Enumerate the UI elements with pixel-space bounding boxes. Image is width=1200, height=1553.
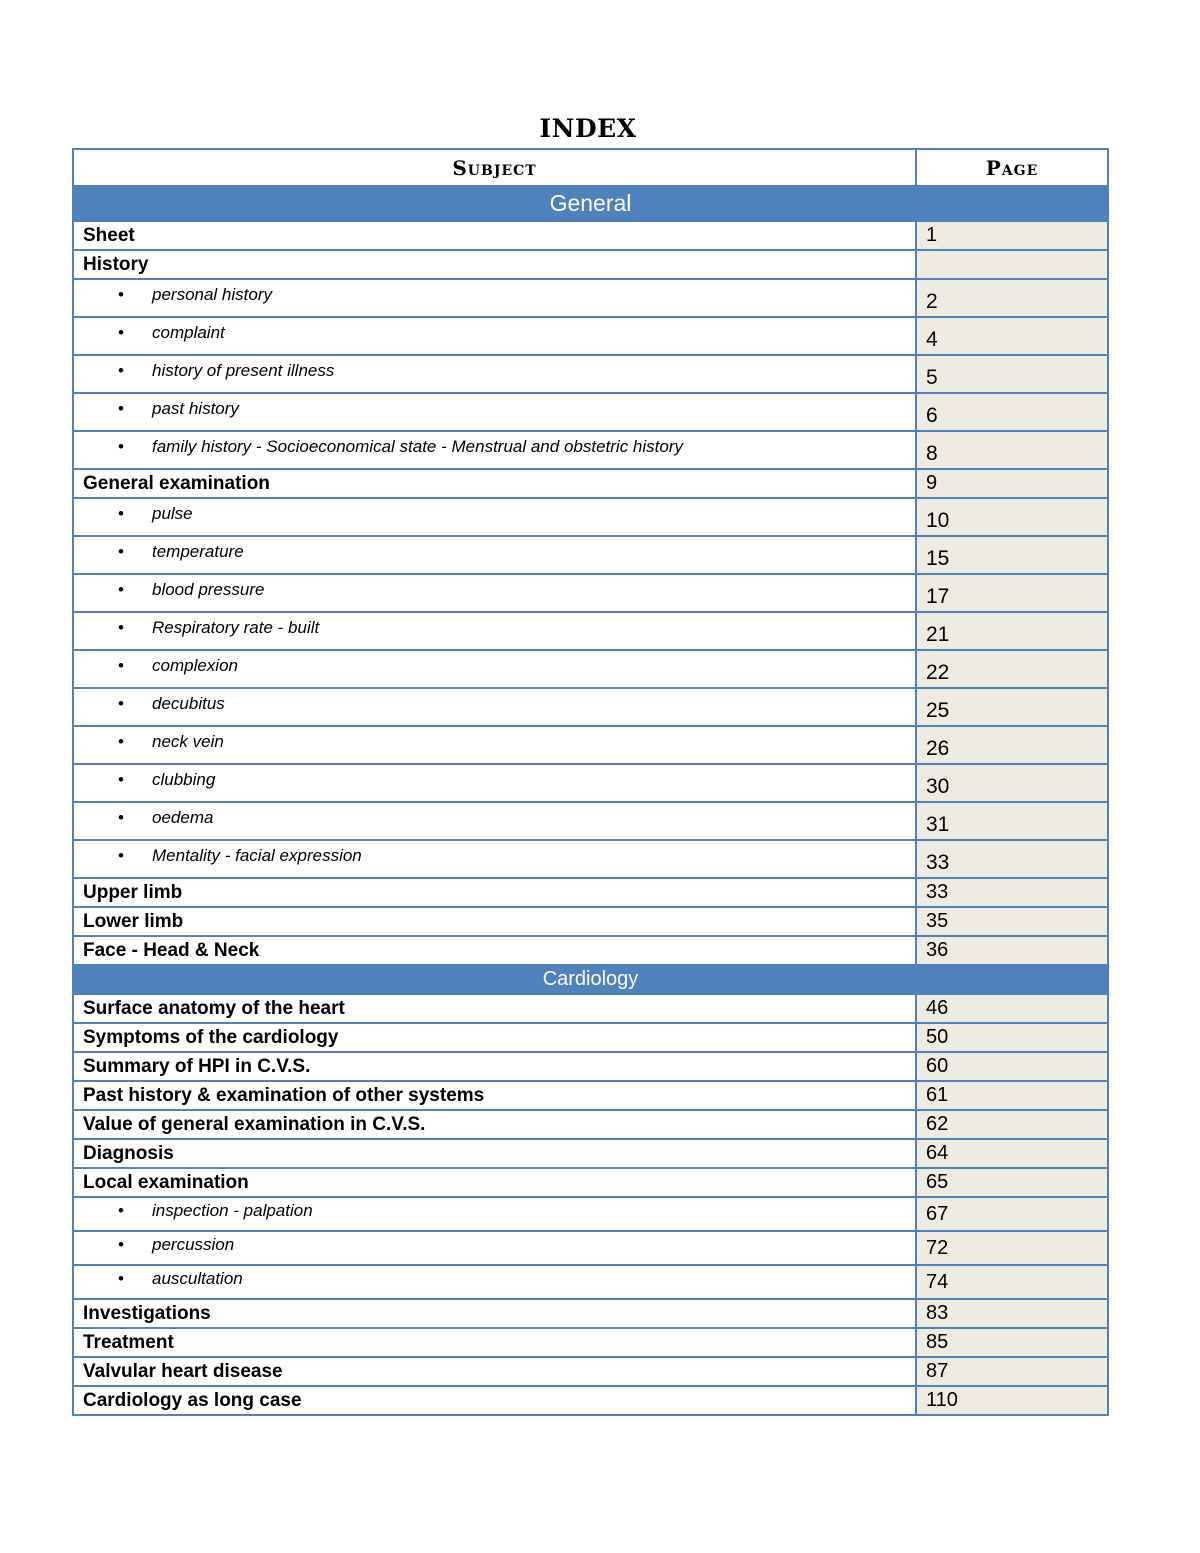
index-entry-row (73, 1357, 1108, 1386)
entry-page-number: 87 (916, 1357, 1108, 1386)
entry-page-number: 72 (916, 1231, 1108, 1265)
index-table (72, 148, 1109, 1416)
index-entry-row (73, 221, 1108, 250)
index-subentry-row (73, 802, 1108, 840)
entry-subject: History (73, 250, 916, 279)
entry-page-number: 62 (916, 1110, 1108, 1139)
entry-page-number: 9 (916, 469, 1108, 498)
index-entry-row (73, 1328, 1108, 1357)
subentry-subject (73, 650, 916, 688)
index-subentry-row (73, 1231, 1108, 1265)
index-subentry-row (73, 431, 1108, 469)
entry-page-number: 26 (916, 726, 1108, 764)
entry-page-number: 61 (916, 1081, 1108, 1110)
index-subentry-row (73, 650, 1108, 688)
bullet-icon: • (118, 361, 124, 380)
entry-page-number: 33 (916, 840, 1108, 878)
entry-subject: Local examination (73, 1168, 916, 1197)
entry-page-number: 6 (916, 393, 1108, 431)
subentry-label: history of present illness (152, 361, 335, 380)
subentry-subject (73, 355, 916, 393)
subentry-label: neck vein (152, 732, 224, 751)
section-header-row (73, 965, 1108, 994)
bullet-icon: • (118, 437, 124, 456)
bullet-icon: • (118, 732, 124, 751)
index-entry-row (73, 878, 1108, 907)
entry-page-number: 60 (916, 1052, 1108, 1081)
entry-page-number: 2 (916, 279, 1108, 317)
index-entry-row (73, 1023, 1108, 1052)
entry-page-number: 36 (916, 936, 1108, 965)
subentry-label: blood pressure (152, 580, 265, 599)
subentry-label: personal history (152, 285, 273, 304)
index-subentry-row (73, 393, 1108, 431)
entry-subject: Summary of HPI in C.V.S. (73, 1052, 916, 1081)
index-subentry-row (73, 840, 1108, 878)
page-title: INDEX (539, 114, 637, 143)
index-subentry-row (73, 317, 1108, 355)
bullet-icon: • (118, 846, 124, 865)
subentry-label: past history (152, 399, 239, 418)
subentry-label: pulse (152, 504, 193, 523)
bullet-icon: • (118, 656, 124, 675)
entry-page-number: 67 (916, 1197, 1108, 1231)
index-subentry-row (73, 536, 1108, 574)
table-header-row (73, 149, 1108, 186)
bullet-icon: • (118, 323, 124, 342)
index-entry-row (73, 469, 1108, 498)
index-entry-row (73, 1299, 1108, 1328)
index-subentry-row (73, 688, 1108, 726)
entry-subject: Lower limb (73, 907, 916, 936)
entry-page-number: 10 (916, 498, 1108, 536)
bullet-icon: • (118, 285, 124, 304)
index-entry-row (73, 1110, 1108, 1139)
bullet-icon: • (118, 1269, 124, 1288)
entry-page-number: 22 (916, 650, 1108, 688)
section-title: Cardiology (73, 965, 1108, 994)
entry-subject: Past history & examination of other systems (73, 1081, 916, 1110)
subentry-label: Mentality - facial expression (152, 846, 362, 865)
entry-subject: Upper limb (73, 878, 916, 907)
bullet-icon: • (118, 694, 124, 713)
subentry-subject (73, 802, 916, 840)
entry-subject: Surface anatomy of the heart (73, 994, 916, 1023)
entry-page-number: 8 (916, 431, 1108, 469)
entry-page-number: 5 (916, 355, 1108, 393)
index-subentry-row (73, 574, 1108, 612)
entry-subject: Valvular heart disease (73, 1357, 916, 1386)
bullet-icon: • (118, 542, 124, 561)
entry-subject: Value of general examination in C.V.S. (73, 1110, 916, 1139)
index-entry-row (73, 907, 1108, 936)
index-subentry-row (73, 1265, 1108, 1299)
entry-page-number: 4 (916, 317, 1108, 355)
entry-page-number: 35 (916, 907, 1108, 936)
subject-column-header: Subject (73, 149, 916, 186)
entry-page-number: 17 (916, 574, 1108, 612)
subentry-label: inspection - palpation (152, 1201, 313, 1220)
entry-subject: Cardiology as long case (73, 1386, 916, 1415)
subentry-label: clubbing (152, 770, 216, 789)
entry-page-number (916, 250, 1108, 279)
index-entry-row (73, 994, 1108, 1023)
bullet-icon: • (118, 1201, 124, 1220)
subentry-label: Respiratory rate - built (152, 618, 320, 637)
subentry-subject (73, 1265, 916, 1299)
index-subentry-row (73, 498, 1108, 536)
index-subentry-row (73, 612, 1108, 650)
subentry-subject (73, 1197, 916, 1231)
bullet-icon: • (118, 770, 124, 789)
subentry-subject (73, 1231, 916, 1265)
bullet-icon: • (118, 504, 124, 523)
entry-page-number: 21 (916, 612, 1108, 650)
index-subentry-row (73, 279, 1108, 317)
entry-page-number: 50 (916, 1023, 1108, 1052)
index-subentry-row (73, 1197, 1108, 1231)
entry-page-number: 83 (916, 1299, 1108, 1328)
bullet-icon: • (118, 808, 124, 827)
entry-subject: Face - Head & Neck (73, 936, 916, 965)
index-entry-row (73, 936, 1108, 965)
entry-page-number: 30 (916, 764, 1108, 802)
entry-page-number: 110 (916, 1386, 1108, 1415)
entry-page-number: 1 (916, 221, 1108, 250)
entry-page-number: 85 (916, 1328, 1108, 1357)
subentry-subject (73, 764, 916, 802)
bullet-icon: • (118, 399, 124, 418)
bullet-icon: • (118, 618, 124, 637)
subentry-label: percussion (152, 1235, 235, 1254)
subentry-subject (73, 612, 916, 650)
entry-page-number: 74 (916, 1265, 1108, 1299)
index-entry-row (73, 1386, 1108, 1415)
entry-subject: Investigations (73, 1299, 916, 1328)
subentry-subject (73, 574, 916, 612)
entry-page-number: 33 (916, 878, 1108, 907)
subentry-subject (73, 536, 916, 574)
bullet-icon: • (118, 1235, 124, 1254)
subentry-label: family history - Socioeconomical state - Menstrual and obstetric history (152, 437, 683, 456)
subentry-label: complexion (152, 656, 238, 675)
entry-page-number: 25 (916, 688, 1108, 726)
subentry-label: oedema (152, 808, 214, 827)
entry-page-number: 46 (916, 994, 1108, 1023)
index-entry-row (73, 1139, 1108, 1168)
entry-subject: Diagnosis (73, 1139, 916, 1168)
subentry-subject (73, 840, 916, 878)
subentry-subject (73, 317, 916, 355)
subentry-subject (73, 688, 916, 726)
index-subentry-row (73, 355, 1108, 393)
section-header-row (73, 186, 1108, 221)
page-column-header: Page (916, 149, 1108, 186)
subentry-subject (73, 431, 916, 469)
entry-page-number: 31 (916, 802, 1108, 840)
subentry-subject (73, 726, 916, 764)
entry-subject: Symptoms of the cardiology (73, 1023, 916, 1052)
index-entry-row (73, 250, 1108, 279)
subentry-label: decubitus (152, 694, 225, 713)
section-title: General (73, 186, 1108, 221)
subentry-subject (73, 279, 916, 317)
index-entry-row (73, 1168, 1108, 1197)
index-entry-row (73, 1052, 1108, 1081)
index-subentry-row (73, 764, 1108, 802)
subentry-label: auscultation (152, 1269, 243, 1288)
entry-subject: Treatment (73, 1328, 916, 1357)
subentry-label: temperature (152, 542, 244, 561)
entry-subject: General examination (73, 469, 916, 498)
subentry-subject (73, 393, 916, 431)
index-entry-row (73, 1081, 1108, 1110)
entry-page-number: 64 (916, 1139, 1108, 1168)
index-subentry-row (73, 726, 1108, 764)
subentry-label: complaint (152, 323, 225, 342)
entry-page-number: 15 (916, 536, 1108, 574)
subentry-subject (73, 498, 916, 536)
bullet-icon: • (118, 580, 124, 599)
entry-page-number: 65 (916, 1168, 1108, 1197)
index-table-body (73, 149, 1108, 1415)
entry-subject: Sheet (73, 221, 916, 250)
